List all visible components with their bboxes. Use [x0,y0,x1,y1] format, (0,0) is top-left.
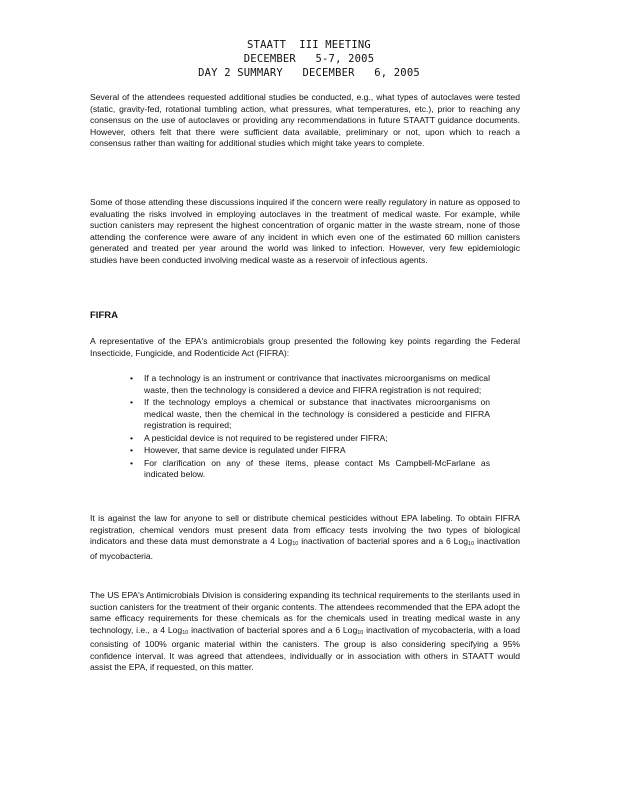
paragraph-fifra-law: It is against the law for anyone to sell or distribute chemical pesticides without EPA labeling. To obtain FIFRA registration, chemical vendors must present data from efficacy tests involving the two types of biological indicators and these data must demonstrate a 4 Log$_{10}$ inactivation of bacterial spores and a 6 Log$_{10}$ inactivation of mycobacteria. [90,513,521,561]
fifra-key-points-list [130,373,490,482]
document-header [0,38,618,80]
bullet-icon: • [130,373,134,383]
bullet-icon: • [130,445,134,455]
list-item: • If the technology employs a chemical or substance that inactivates microorganisms on medical waste, then the chemical in the technology is considered a pesticide and FIFRA registration is required; [130,397,490,430]
bullet-icon: • [130,397,134,407]
paragraph-regulatory-concern: Some of those attending these discussions inquired if the concern were really regulatory in nature as opposed to evaluating the risks involved in employing autoclaves in the treatment of medical waste. For example, while suction canisters may represent the highest concentration of organic matter in the waste stream, none of those attending the conference were aware of any incident in which even one of the estimated 60 million canisters generated and treated per year around the world was linked to infection. However, very few epidemiologic studies have been conducted involving medical waste as a reservoir of infectious agents. [90,197,520,265]
list-item: • If a technology is an instrument or contrivance that inactivates microorganisms on medical waste, then the technology is considered a device and FIFRA registration is not required; [130,373,490,395]
paragraph-antimicrobials-division: The US EPA's Antimicrobials Division is considering expanding its technical requirements to the sterilants used in suction canisters for the treatment of their organic contents. The attendees recommended that the EPA adopt the same efficacy requirements for these chemicals as for the chemicals used in treating medical waste in any technology, i.e., a 4 Log$_{10}$ inactivation of bacterial spores and a 6 Log$_{10}$ inactivation of mycobacteria, with a load consisting of 100% organic material within the canisters. The group is also considering specifying a 95% confidence interval. It was agreed that attendees, individually or in association with others in STAATT would assist the EPA, if requested, on this matter. [90,590,520,672]
list-item: • A pesticidal device is not required to be registered under FIFRA; [130,432,388,443]
bullet-icon: • [130,457,134,468]
list-item: • However, that same device is regulated under FIFRA [130,445,346,455]
header-day-summary: DAY 2 SUMMARY DECEMBER 6, 2005 [198,67,420,79]
bullet-icon: • [130,432,134,443]
paragraph-autoclave-studies: Several of the attendees requested additional studies be conducted, e.g., what types of autoclaves were tested (static, gravity-fed, rotational tumbling action, what pressures, what temperatures, etc.), prior to reaching any consensus on the use of autoclaves or providing any recommendations in future STAATT guidance documents. However, others felt that there were sufficient data available, preliminary or not, upon which to reach a consensus rather than waiting for additional studies which might take years to complete. [90,92,520,148]
section-heading-fifra: FIFRA [90,310,118,321]
paragraph-epa-key-points: A representative of the EPA's antimicrobials group presented the following key points regarding the Federal Insecticide, Fungicide, and Rodenticide Act (FIFRA): [90,336,520,358]
header-meeting-dates: DECEMBER 5-7, 2005 [243,53,375,65]
header-meeting-title: STAATT III MEETING [247,39,371,51]
list-item: • For clarification on any of these items, please contact Ms Campbell-McFarlane as indicated below. [130,457,490,479]
